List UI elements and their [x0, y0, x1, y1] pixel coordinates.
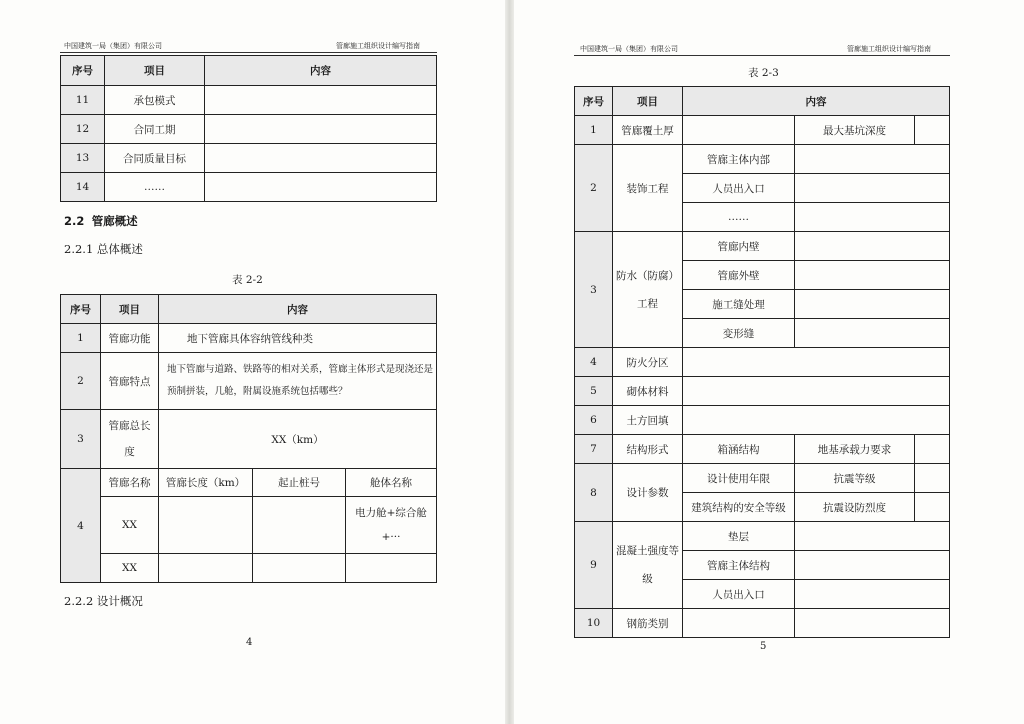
row-content [205, 86, 437, 115]
col-header-item: 项目 [101, 295, 159, 324]
row-item: 设计参数 [613, 464, 683, 522]
table-row [575, 377, 950, 406]
row-content [915, 464, 950, 493]
row-number: 9 [575, 522, 613, 609]
row-content [795, 319, 950, 348]
right-page [514, 0, 1024, 724]
corridor-chainage [253, 497, 346, 554]
row-item: 防水（防腐）工程 [613, 232, 683, 348]
row-item: 装饰工程 [613, 145, 683, 232]
row-number: 8 [575, 464, 613, 522]
row-item: 合同工期 [105, 115, 205, 144]
row-content [683, 377, 950, 406]
row-item: 砌体材料 [613, 377, 683, 406]
table-row [575, 522, 950, 551]
table-row [61, 144, 437, 173]
row-subitem: 地基承载力要求 [795, 435, 915, 464]
row-item: 管廊特点 [101, 353, 159, 410]
row-subitem: 管廊主体结构 [683, 551, 795, 580]
table-2-3 [574, 86, 950, 638]
row-number: 12 [61, 115, 105, 144]
row-content [915, 116, 950, 145]
table-row [61, 353, 437, 410]
row-content [915, 493, 950, 522]
row-number: 13 [61, 144, 105, 173]
row-content [795, 522, 950, 551]
row-subitem: 人员出入口 [683, 580, 795, 609]
corridor-cabin [346, 554, 437, 583]
row-content: XX（km） [159, 410, 437, 469]
row-content [683, 406, 950, 435]
row-content [915, 435, 950, 464]
row-subitem: 管廊外壁 [683, 261, 795, 290]
header-rule [60, 52, 437, 53]
table-row [575, 406, 950, 435]
section-2-2-2-heading: 2.2.2 设计概况 [64, 594, 143, 608]
book-gutter [505, 0, 514, 724]
row-number: 6 [575, 406, 613, 435]
table-row [61, 469, 437, 497]
col-header-item: 项目 [613, 87, 683, 116]
table-row [575, 145, 950, 174]
table-row [61, 173, 437, 202]
col-header-no: 序号 [61, 56, 105, 86]
row-subitem: 抗震设防烈度 [795, 493, 915, 522]
row-content: 地下管廊与道路、铁路等的相对关系，管廊主体形式是现浇还是预制拼装，几舱，附属设施系统包括哪些？ [159, 353, 437, 410]
corridor-cabin: 电力舱+综合舱+··· [346, 497, 437, 554]
corridor-length [159, 497, 253, 554]
section-2-2-1-heading: 2.2.1 总体概述 [64, 242, 143, 256]
row-subitem: 最大基坑深度 [795, 116, 915, 145]
table-row [61, 497, 437, 554]
table-row [61, 86, 437, 115]
table-row [575, 435, 950, 464]
col-header-content: 内容 [159, 295, 437, 324]
row-subitem: 箱涵结构 [683, 435, 795, 464]
corridor-name: XX [101, 497, 159, 554]
table-2-1-continued [60, 55, 437, 202]
header-title: 管廊施工组织设计编写指南 [847, 45, 931, 53]
row-content [205, 115, 437, 144]
row-content [795, 203, 950, 232]
sub-header-length: 管廊长度（km） [159, 469, 253, 497]
sub-header-name: 管廊名称 [101, 469, 159, 497]
row-number: 14 [61, 173, 105, 202]
header-company: 中国建筑一局（集团）有限公司 [64, 42, 162, 50]
header-rule [574, 55, 950, 56]
row-subitem: …… [683, 203, 795, 232]
row-number: 4 [575, 348, 613, 377]
page-number: 4 [246, 637, 253, 648]
row-item: 管廊功能 [101, 324, 159, 353]
row-subitem: 施工缝处理 [683, 290, 795, 319]
page-number: 5 [760, 641, 767, 652]
table-row [61, 324, 437, 353]
corridor-length [159, 554, 253, 583]
col-header-no: 序号 [575, 87, 613, 116]
row-number: 1 [575, 116, 613, 145]
sub-header-chainage: 起止桩号 [253, 469, 346, 497]
row-number: 1 [61, 324, 101, 353]
row-subitem: 设计使用年限 [683, 464, 795, 493]
row-number: 5 [575, 377, 613, 406]
row-number: 3 [575, 232, 613, 348]
section-2-2-heading [64, 213, 138, 229]
row-subitem: 管廊内壁 [683, 232, 795, 261]
row-content [683, 116, 795, 145]
sub-header-cabin: 舱体名称 [346, 469, 437, 497]
col-header-item: 项目 [105, 56, 205, 86]
row-content [683, 609, 795, 638]
header-title: 管廊施工组织设计编写指南 [336, 42, 420, 50]
row-content [205, 144, 437, 173]
section-title: 管廊概述 [91, 214, 138, 228]
row-item: 防火分区 [613, 348, 683, 377]
row-content [683, 348, 950, 377]
table-2-2 [60, 294, 437, 583]
row-number: 2 [61, 353, 101, 410]
table-row [61, 410, 437, 469]
row-number: 10 [575, 609, 613, 638]
table-2-2-caption: 表 2-2 [232, 274, 263, 286]
table-row [61, 554, 437, 583]
section-number: 2.2 [64, 214, 85, 228]
left-page [0, 0, 505, 724]
row-item: 管廊总长度 [101, 410, 159, 469]
row-item: 结构形式 [613, 435, 683, 464]
row-number: 4 [61, 469, 101, 583]
table-row [575, 232, 950, 261]
corridor-chainage [253, 554, 346, 583]
table-row [61, 115, 437, 144]
row-item: 管廊覆土厚 [613, 116, 683, 145]
corridor-name: XX [101, 554, 159, 583]
row-subitem: 垫层 [683, 522, 795, 551]
row-number: 7 [575, 435, 613, 464]
row-content [795, 232, 950, 261]
table-2-3-caption: 表 2-3 [748, 67, 779, 79]
col-header-content: 内容 [683, 87, 950, 116]
row-subitem: 人员出入口 [683, 174, 795, 203]
row-content: 地下管廊具体容纳管线种类 [159, 324, 437, 353]
row-item: 合同质量目标 [105, 144, 205, 173]
row-subitem: 抗震等级 [795, 464, 915, 493]
row-item: 钢筋类别 [613, 609, 683, 638]
table-row [575, 609, 950, 638]
table-row [575, 464, 950, 493]
row-content [795, 609, 950, 638]
col-header-no: 序号 [61, 295, 101, 324]
row-subitem: 管廊主体内部 [683, 145, 795, 174]
row-content [795, 580, 950, 609]
row-content [795, 261, 950, 290]
row-number: 3 [61, 410, 101, 469]
row-subitem: 建筑结构的安全等级 [683, 493, 795, 522]
row-subitem: 变形缝 [683, 319, 795, 348]
row-item: 混凝土强度等级 [613, 522, 683, 609]
row-content [795, 174, 950, 203]
col-header-content: 内容 [205, 56, 437, 86]
row-item: …… [105, 173, 205, 202]
row-number: 11 [61, 86, 105, 115]
row-content [205, 173, 437, 202]
row-content [795, 145, 950, 174]
table-row [575, 348, 950, 377]
row-content [795, 551, 950, 580]
row-number: 2 [575, 145, 613, 232]
row-content [795, 290, 950, 319]
row-item: 土方回填 [613, 406, 683, 435]
header-company: 中国建筑一局（集团）有限公司 [580, 45, 678, 53]
table-row [575, 116, 950, 145]
row-item: 承包模式 [105, 86, 205, 115]
